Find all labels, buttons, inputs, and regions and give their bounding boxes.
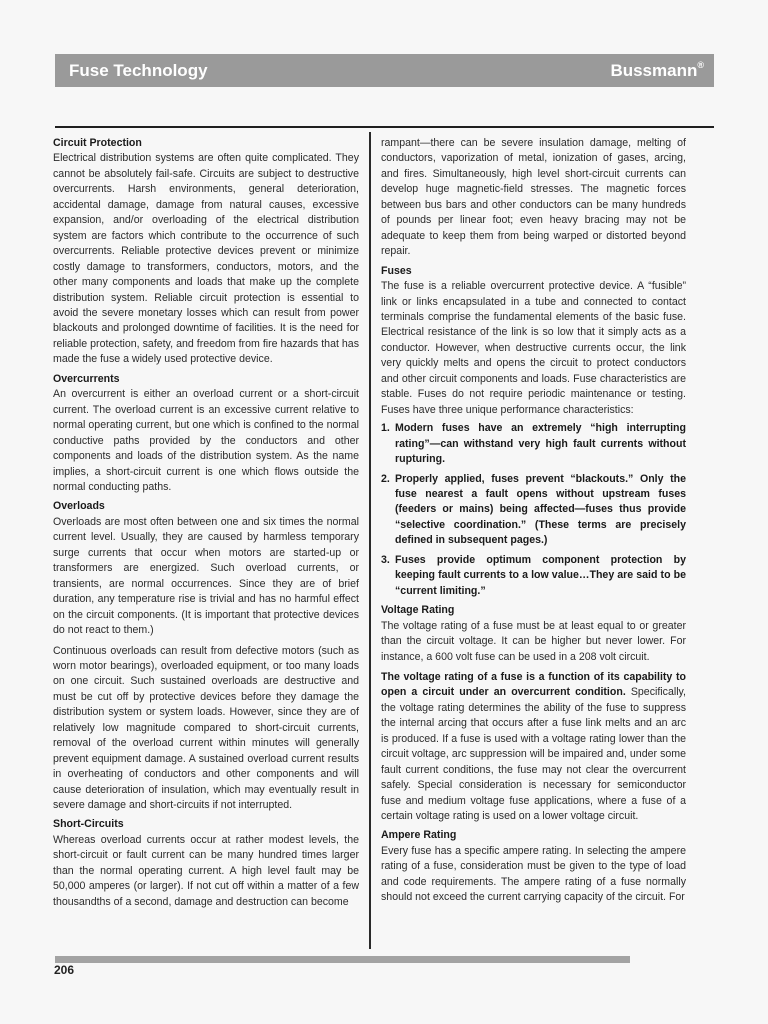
short-circuits-heading: Short-Circuits xyxy=(53,818,124,831)
circuit-protection-heading: Circuit Protection xyxy=(53,137,142,149)
list-item-number: 1. xyxy=(381,422,390,435)
short-circuits-text: Whereas overload currents occur at rather modest levels, the short-circuit or fault current can be many hundred times larger than the normal operating current. A high level fault may be 50,000 amperes (or larger). If not cut off within a matter of a few thousandths of a second, damage and destruction can become xyxy=(53,833,359,908)
registered-mark: ® xyxy=(697,59,704,70)
brand-label: Bussmann xyxy=(610,60,698,80)
footer-bar xyxy=(55,956,630,963)
column-divider xyxy=(369,132,371,949)
list-item-number: 2. xyxy=(381,472,390,485)
ampere-rating-text: Every fuse has a specific ampere rating. In selecting the ampere rating of a fuse, consideration must be given to the type of load and code requirements. The ampere rating of a fuse normally should not exceed the current carrying capacity of the circuit. For xyxy=(381,844,686,904)
fuse-characteristics-list xyxy=(381,421,686,599)
voltage-rating-heading: Voltage Rating xyxy=(381,604,455,617)
ampere-rating-heading: Ampere Rating xyxy=(381,829,457,842)
overcurrents-text: An overcurrent is either an overload current or a short-circuit current. The overload current is an excessive current relative to normal operating current, but one which is confined to the normal conductive paths provided by the conductors and other components and loads of the distribution system. As the name implies, a short-circuit current is one which flows outside the normal conducting paths. xyxy=(53,388,359,493)
continued-text: rampant—there can be severe insulation damage, melting of conductors, vaporization of metal, ionization of gases, arcing, and fires. Simultaneously, high level short-circuit currents can develop huge magnetic-field stresses. The magnetic forces between bus bars and other conductors can be many hundreds of pounds per linear foot; even heavy bracing may not be adequate to keep them from being warped or distorted beyond repair. xyxy=(381,137,686,258)
list-item-text: Modern fuses have an extremely “high interrupting rating”—can withstand very high fault currents without rupturing. xyxy=(395,422,686,466)
brand-name xyxy=(610,61,704,81)
voltage-rating-bold-text: The voltage rating of a fuse is a function of its capability to open a circuit under an overcurrent condition. xyxy=(381,670,686,699)
left-column xyxy=(53,136,359,910)
circuit-protection-text: Electrical distribution systems are often quite complicated. They cannot be absolutely fail-safe. Circuits are subject to destructive overcurrents. Harsh environments, general deterioration, accidental damage, damage from natural causes, excessive expansion, and/or overloading of the electrical distribution system are factors which contribute to the occurrence of such overcurrents. Reliable protective devices prevent or minimize costly damage to transformers, conductors, motors, and the other many components and loads that make up the complete distribution system. Reliable circuit protection is essential to avoid the severe monetary losses which can result from power blackouts and prolonged downtime of facilities. It is the need for reliable protection, safety, and freedom from fire hazards that has made the fuse a widely used protective device. xyxy=(53,152,359,366)
header-rule xyxy=(55,126,714,128)
list-item-number: 3. xyxy=(381,553,390,566)
fuses-heading: Fuses xyxy=(381,264,412,277)
list-item xyxy=(381,472,686,549)
section-title: Fuse Technology xyxy=(69,60,208,80)
voltage-rating-rest-text: Specifically, the voltage rating determines the ability of the fuse to suppress the internal arcing that occurs after a fuse link melts and an arc is produced. If a fuse is used with a voltage rating lower than the circuit voltage, arc suppression will be impaired and, under some fault current conditions, the fuse may not clear the overcurrent safely. Special consideration is necessary for semiconductor fuse and medium voltage fuse applications, where a fuse of a certain voltage rating is used on a lower voltage circuit. xyxy=(381,686,686,823)
right-column xyxy=(381,136,686,906)
overloads-heading: Overloads xyxy=(53,500,105,513)
overloads-text-2: Continuous overloads can result from defective motors (such as worn motor bearings), overloaded equipment, or too many loads on one circuit. Such sustained overloads are destructive and must be cut off by protective devices before they damage the distribution system or system loads. However, since they are of relatively low magnitude compared to short-circuit currents, removal of the overload current within minutes will generally prevent equipment damage. A sustained overload current results in overheating of conductors and other components and will cause deterioration of insulation, which may eventually result in severe damage and short-circuits if not interrupted. xyxy=(53,644,359,812)
voltage-rating-text-2 xyxy=(381,670,686,825)
page-number: 206 xyxy=(54,963,75,977)
list-item-text: Fuses provide optimum component protection by keeping fault currents to a low value…They are said to be “current limiting.” xyxy=(395,553,686,597)
list-item xyxy=(381,553,686,599)
header-bar xyxy=(55,54,714,87)
overcurrents-heading: Overcurrents xyxy=(53,372,120,385)
overloads-text-1: Overloads are most often between one and six times the normal current level. Usually, they are caused by harmless temporary surge currents that occur when motors are started-up or transformers are energized. Such overload currents, or transients, are normal occurrences. Since they are of brief duration, any temperature rise is trivial and has no harmful effect on the circuit components. (It is important that protective devices do not react to them.) xyxy=(53,515,359,637)
voltage-rating-text-1: The voltage rating of a fuse must be at least equal to or greater than the circuit voltage. It can be higher but never lower. For instance, a 600 volt fuse can be used in a 208 volt circuit. xyxy=(381,619,686,663)
list-item xyxy=(381,421,686,467)
fuses-text: The fuse is a reliable overcurrent protective device. A “fusible” link or links encapsulated in a tube and connected to contact terminals comprise the fundamental elements of the basic fuse. Electrical resistance of the link is so low that it simply acts as a conductor. However, when destructive currents occur, the link very quickly melts and opens the circuit to protect conductors and other circuit components and loads. Fuse characteristics are stable. Fuses do not require periodic maintenance or testing. Fuses have three unique performance characteristics: xyxy=(381,280,686,416)
list-item-text: Properly applied, fuses prevent “blackouts.” Only the fuse nearest a fault opens without upstream fuses (feeders or mains) being affected—fuses thus provide “selective coordination.” (These terms are precisely defined in subsequent pages.) xyxy=(395,472,686,547)
